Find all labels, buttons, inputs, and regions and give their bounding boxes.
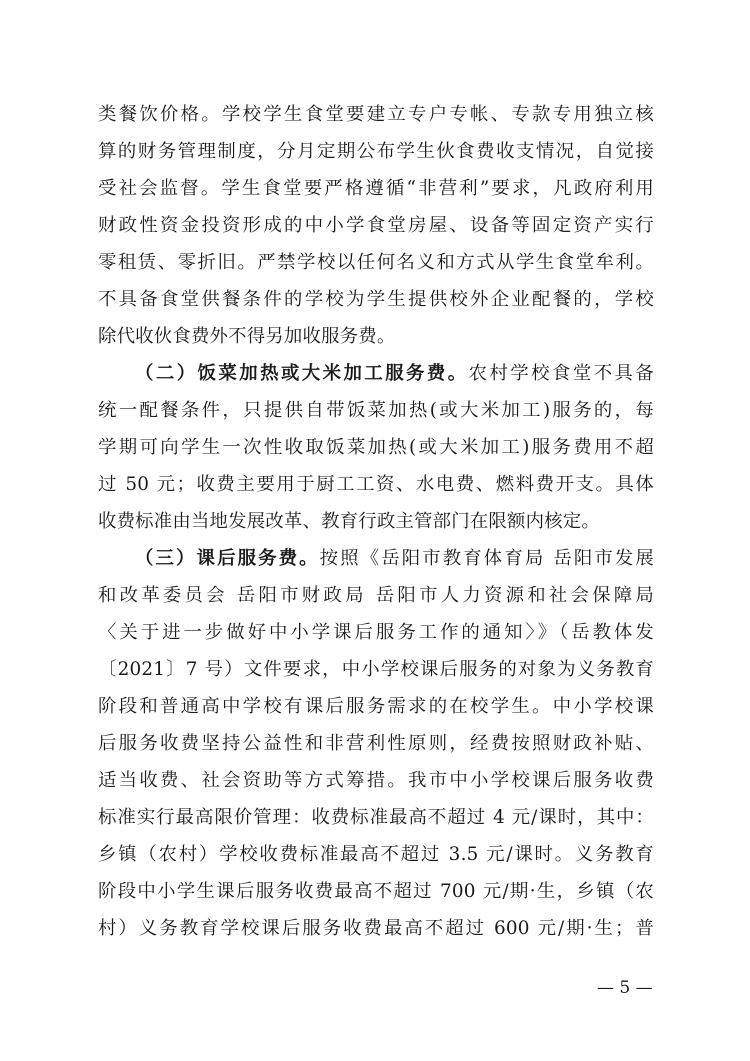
text-line: 统一配餐条件，只提供自带饭菜加热(或大米加工)服务的，每: [98, 400, 654, 421]
text-line: 算的财务管理制度，分月定期公布学生伙食费收支情况，自觉接: [98, 141, 654, 162]
text-line: 除代收伙食费外不得另加收服务费。: [98, 326, 396, 347]
text-line: 零租赁、零折旧。严禁学校以任何名义和方式从学生食堂牟利。: [98, 252, 654, 273]
text-line: 不具备食堂供餐条件的学校为学生提供校外企业配餐的，学校: [98, 289, 654, 310]
text-line: 标准实行最高限价管理：收费标准最高不超过 4 元/课时，其中：: [98, 807, 654, 828]
text-line: 阶段中小学生课后服务收费最高不超过 700 元/期·生，乡镇（农: [98, 881, 654, 902]
text-line: 〔2021〕7 号）文件要求，中小学校课后服务的对象为义务教育: [98, 659, 654, 680]
section-first-line: [98, 540, 654, 577]
text-line: 受社会监督。学生食堂要严格遵循“非营利”要求，凡政府利用: [98, 178, 654, 199]
text-line: 财政性资金投资形成的中小学食堂房屋、设备等固定资产实行: [98, 215, 654, 236]
section-text: 农村学校食堂不具备: [468, 363, 654, 384]
text-line: 阶段和普通高中学校有课后服务需求的在校学生。中小学校课: [98, 696, 654, 717]
section-heading: （二）饭菜加热或大米加工服务费。: [135, 363, 469, 384]
text-line: 后服务收费坚持公益性和非营利性原则，经费按照财政补贴、: [98, 733, 654, 754]
text-line: 类餐饮价格。学校学生食堂要建立专户专帐、专款专用独立核: [98, 104, 654, 125]
text-line: 收费标准由当地发展改革、教育行政主管部门在限额内核定。: [98, 511, 600, 532]
text-line: 过 50 元；收费主要用于厨工工资、水电费、燃料费开支。具体: [98, 474, 654, 495]
text-line: 适当收费、社会资助等方式筹措。我市中小学校课后服务收费: [98, 770, 654, 791]
text-line: 乡镇（农村）学校收费标准最高不超过 3.5 元/课时。义务教育: [98, 844, 654, 865]
section-first-line: [98, 355, 654, 392]
body-text: [98, 96, 654, 947]
section-heading: （三）课后服务费。: [135, 548, 320, 569]
text-line: 村）义务教育学校课后服务收费最高不超过 600 元/期·生；普: [98, 918, 654, 939]
section-text: 按照《岳阳市教育体育局 岳阳市发展: [319, 548, 654, 569]
text-line: 学期可向学生一次性收取饭菜加热(或大米加工)服务费用不超: [98, 437, 654, 458]
page-number: — 5 —: [597, 978, 653, 998]
text-line: 和改革委员会 岳阳市财政局 岳阳市人力资源和社会保障局: [98, 585, 654, 606]
text-line: 〈关于进一步做好中小学课后服务工作的通知〉》（岳教体发: [98, 622, 654, 643]
